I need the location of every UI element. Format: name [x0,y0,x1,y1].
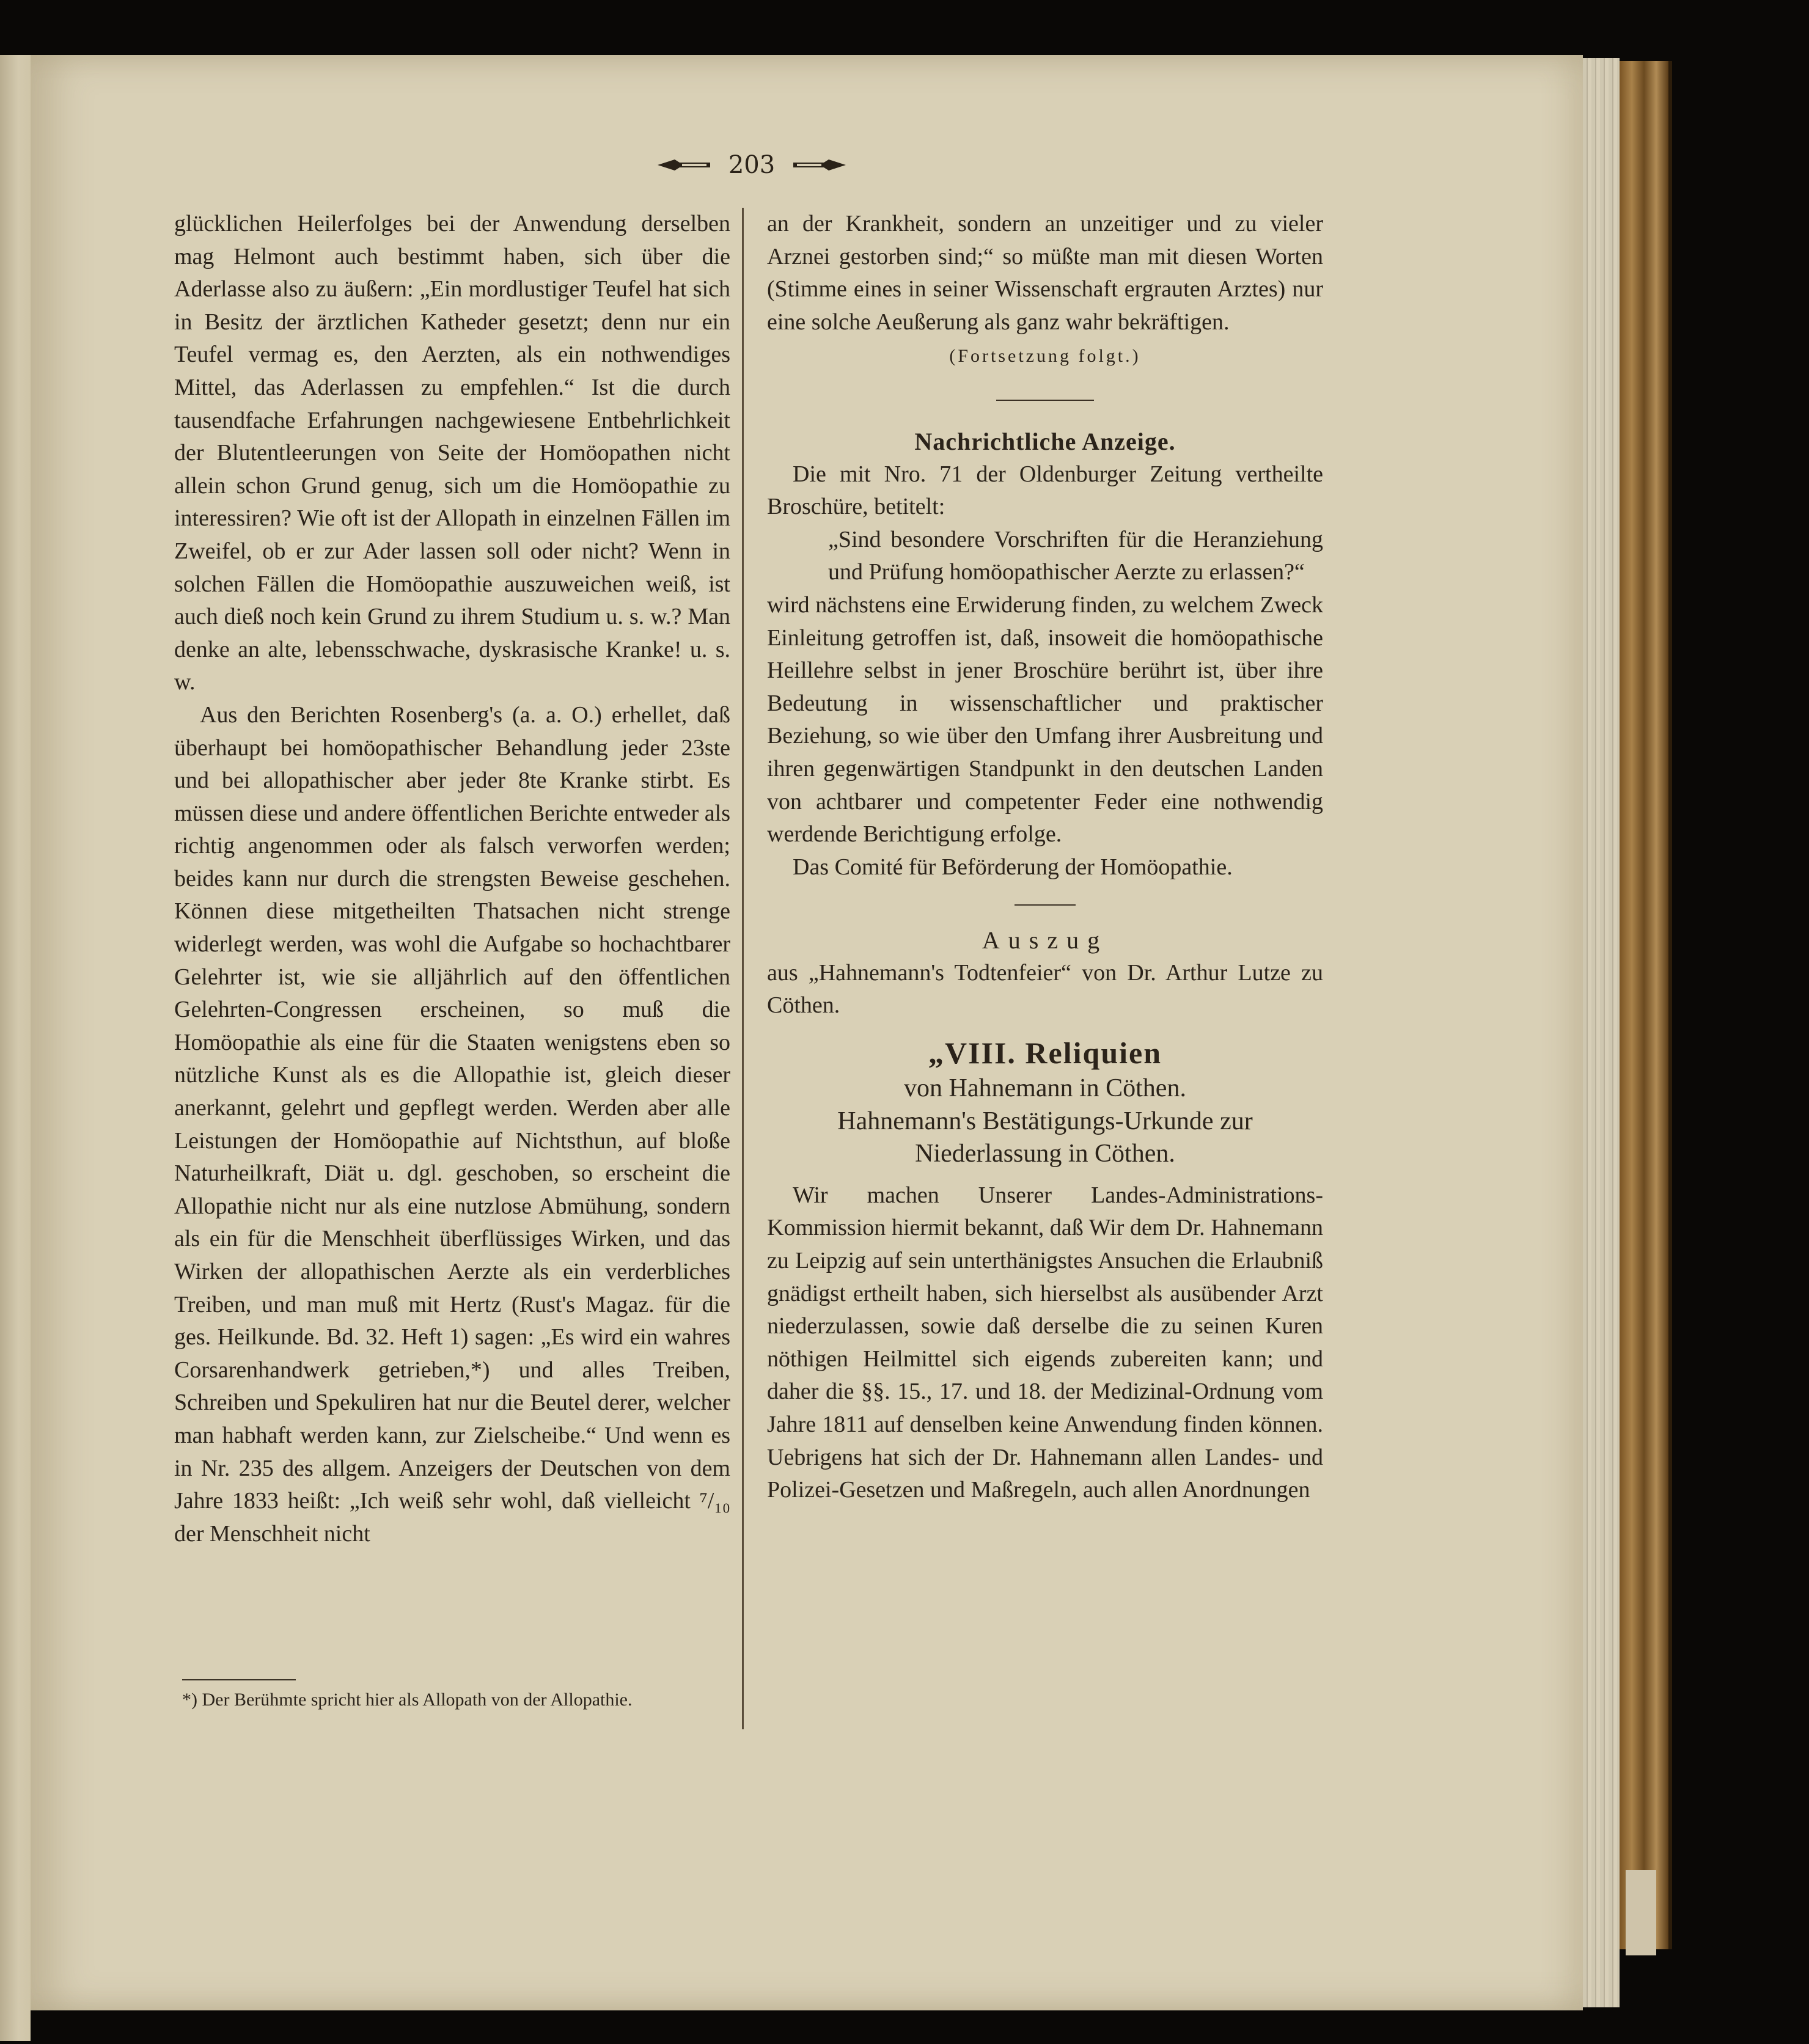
section-separator [1015,904,1076,906]
book-cover-edge [1620,61,1672,1949]
page-edges [1583,58,1620,2007]
left-page-gutter [0,55,31,2041]
page-header [636,147,868,183]
excerpt-subheading: aus „Hahnemann's Todtenfeier“ von Dr. Arthur Lutze zu Cöthen. [767,959,1323,1019]
notice-heading: Nachrichtliche Anzeige. [914,427,1176,455]
column-divider [742,208,744,1729]
to-be-continued: (Fortsetzung folgt.) [949,346,1141,367]
right-column [767,208,1323,1507]
footnote-rule [182,1679,296,1680]
notice-intro: Die mit Nro. 71 der Oldenburger Zeitung vertheilte Broschüre, betitelt: [767,461,1323,520]
document-body: Wir machen Unserer Landes-Administrations-Kommission hiermit bekannt, daß Wir dem Dr. Hahnemann zu Leipzig auf sein unterthänigstes Ansuchen die Erlaubniß gnädigst ertheilt haben, sich hierselbst als ausübender Arzt niederzulassen, sowie daß derselbe die zu seinen Kuren nöthigen Heilmittel sich eigends zubereiten kann; und daher die §§. 15., 17. und 18. der Medizinal-Ordnung vom Jahre 1811 auf denselben keine Anwendung finden können. Uebrigens hat sich der Dr. Hahnemann allen Landes- und Polizei-Gesetzen und Maßregeln, auch allen Anordnungen [767,1182,1323,1503]
page-number: 203 [728,151,776,179]
section-title: „VIII. Reliquien [928,1036,1162,1071]
left-column [174,208,730,1550]
document-title: Hahnemann's Bestätigungs-Urkunde zur Niederlassung in Cöthen. [837,1107,1253,1168]
continuation-paragraph: an der Krankheit, sondern an unzeitiger und zu vieler Arznei gestorben sind;“ so müßte man mit diesen Worten (Stimme eines in seiner Wissenschaft ergrauten Arztes) nur eine solche Aeußerung als ganz wahr bekräftigen. [767,211,1323,335]
footnote: *) Der Berühmte spricht hier als Allopath von der Allopathie. [182,1690,633,1710]
body-paragraph: Aus den Berichten Rosenberg's (a. a. O.) erhellet, daß überhaupt bei homöopathischer Behandlung jeder 23ste und bei allopathischer aber jeder 8te Kranke stirbt. Es müssen diese und andere öffentlichen Berichte entweder als richtig angenommen oder als falsch verworfen werden; beides kann nur durch die strengsten Beweise geschehen. Können diese mitgetheilten Thatsachen nicht strenge widerlegt werden, was wohl die Aufgabe so hochachtbarer Gelehrter ist, wie sie alljährlich auf den öffentlichen Gelehrten-Congressen erscheinen, so muß die Homöopathie als eine für die Staaten wenigstens eben so nützliche Kunst als es die Allopathie ist, gleich dieser anerkannt, gelehrt und gepflegt werden. Werden aber alle Leistungen der Homöopathie auf Nichtsthun, auf bloße Naturheilkraft, Diät u. dgl. geschoben, so erscheint die Allopathie nicht nur als eine nutzlose Abmühung, sondern als ein für die Menschheit überflüssiges Wirken, und das Wirken der allopathischen Aerzte als ein verderbliches Treiben, und man muß mit Hertz (Rust's Magaz. für die ges. Heilkunde. Bd. 32. Heft 1) sagen: „Es wird ein wahres Corsarenhandwerk getrieben,*) und alles Treiben, Schreiben und Spekuliren hat nur die Beutel derer, welcher man habhaft werden kann, zur Zielscheibe.“ Und wenn es in Nr. 235 des allgem. Anzeigers der Deutschen von dem Jahre 1833 heißt: „Ich weiß sehr wohl, daß vielleicht ⁷/₁₀ der Menschheit nicht [174,701,730,1547]
left-ornament-icon [656,157,711,173]
right-ornament-icon [792,157,847,173]
notice-quote: „Sind besondere Vorschriften für die Heranziehung und Prüfung homöopathischer Aerzte zu erlassen?“ [828,526,1323,585]
section-subtitle: von Hahnemann in Cöthen. [904,1074,1186,1103]
body-paragraph: glücklichen Heilerfolges bei der Anwendung derselben mag Helmont auch bestimmt haben, sich über die Aderlasse also zu äußern: „Ein mordlustiger Teufel hat sich in Besitz der ärztlichen Katheder gesetzt; denn nur ein Teufel vermag es, den Aerzten, als ein nothwendiges Mittel, das Aderlassen zu empfehlen.“ Ist die durch tausendfache Erfahrungen nachgewiesene Entbehrlichkeit der Blutentleerungen von Seite der Homöopathen nicht allein schon Grund genug, sich um die Homöopathie zu interessiren? Wie oft ist der Allopath in einzelnen Fällen im Zweifel, ob er zur Ader lassen soll oder nicht? Wenn in solchen Fällen die Homöopathie auszuweichen weiß, ist auch dieß noch kein Grund zu ihrem Studium u. s. w.? Man denke an alte, lebensschwache, dyskrasische Kranke! u. s. w. [174,211,730,695]
cover-corner [1626,1870,1656,1955]
notice-body: wird nächstens eine Erwiderung finden, zu welchem Zweck Einleitung getroffen ist, daß, insoweit die homöopathische Heillehre selbst in jener Broschüre berührt ist, über ihre Bedeutung in wissenschaftlicher und praktischer Beziehung, so wie über den Umfang ihrer Ausbreitung und ihren gegenwärtigen Standpunkt in den deutschen Landen von achtbarer und competenter Feder eine nothwendig werdende Berichtigung erfolge. [767,592,1323,848]
notice-signature: Das Comité für Beförderung der Homöopathie. [793,854,1233,880]
excerpt-heading: Auszug [982,926,1109,954]
section-separator [996,400,1094,401]
